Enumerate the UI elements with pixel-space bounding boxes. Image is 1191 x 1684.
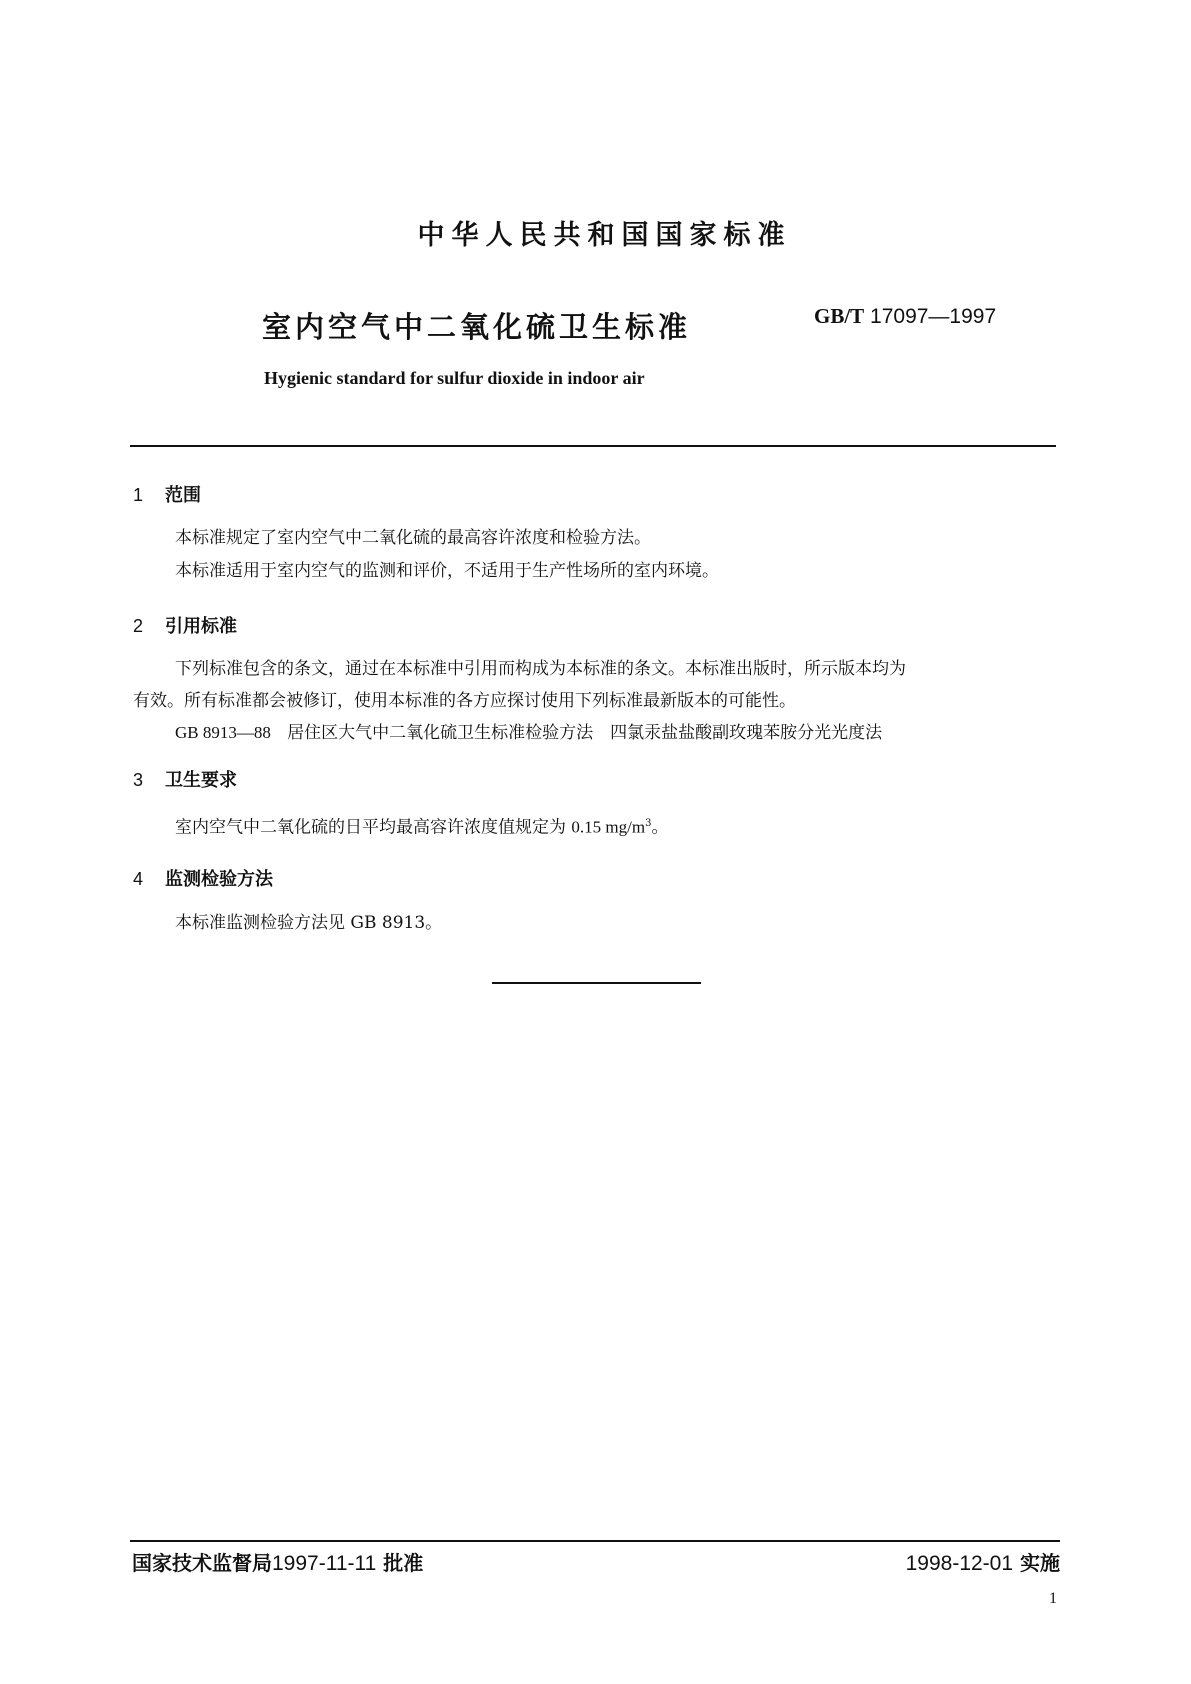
section-1-heading (133, 481, 201, 507)
english-title: Hygienic standard for sulfur dioxide in indoor air (264, 368, 645, 388)
section-number: 4 (133, 869, 144, 889)
end-of-text-divider (492, 982, 701, 984)
standard-code (814, 304, 996, 329)
concentration-value: 0.15 mg/m (571, 817, 646, 837)
section-title: 卫生要求 (165, 770, 237, 791)
effective-date: 1998-12-01 (905, 1552, 1014, 1575)
section-4-paragraph: 本标准监测检验方法见 GB 8913。 (175, 913, 443, 933)
national-standard-title: 中华人民共和国国家标准 (417, 220, 792, 251)
section-4-heading (133, 865, 273, 891)
section-1-paragraph-2: 本标准适用于室内空气的监测和评价，不适用于生产性场所的室内环境。 (175, 561, 719, 581)
effective-info (906, 1547, 1060, 1576)
requirement-text-end: 。 (651, 817, 669, 838)
section-title: 监测检验方法 (165, 869, 273, 890)
section-number: 1 (133, 485, 144, 505)
approval-info (132, 1547, 423, 1576)
unit-superscript: 3 (645, 818, 652, 829)
section-3-heading (133, 766, 237, 792)
referenced-standard (133, 717, 1058, 749)
standard-code-prefix: GB/T (814, 304, 865, 328)
section-2-heading (133, 612, 237, 638)
section-title: 引用标准 (165, 616, 237, 637)
section-title: 范围 (165, 485, 201, 506)
section-2-paragraph-line-1: 下列标准包含的条文，通过在本标准中引用而构成为本标准的条文。本标准出版时，所示版本均为 (175, 659, 906, 679)
section-3-paragraph (133, 808, 1058, 844)
section-number: 2 (133, 616, 144, 636)
approval-org: 国家技术监督局 (132, 1551, 272, 1575)
approval-label: 批准 (383, 1551, 424, 1575)
standard-title: 室内空气中二氧化硫卫生标准 (262, 310, 692, 344)
referenced-standard-title: 居住区大气中二氧化硫卫生标准检验方法 四氯汞盐盐酸副玫瑰苯胺分光光度法 (287, 723, 883, 743)
requirement-text: 室内空气中二氧化硫的日平均最高容许浓度值规定为 (175, 817, 572, 838)
section-1-paragraph-1: 本标准规定了室内空气中二氧化硫的最高容许浓度和检验方法。 (175, 528, 651, 548)
page-number: 1 (1049, 1590, 1057, 1607)
standard-code-number: 17097—1997 (870, 305, 997, 328)
effective-label: 实施 (1020, 1551, 1060, 1575)
footer-divider (130, 1540, 1060, 1542)
referenced-standard-code: GB 8913—88 (175, 723, 271, 742)
header-divider (130, 445, 1056, 447)
approval-date: 1997-11-11 (272, 1552, 377, 1575)
section-2-paragraph-line-2: 有效。所有标准都会被修订，使用本标准的各方应探讨使用下列标准最新版本的可能性。 (133, 691, 796, 711)
section-number: 3 (133, 770, 144, 790)
